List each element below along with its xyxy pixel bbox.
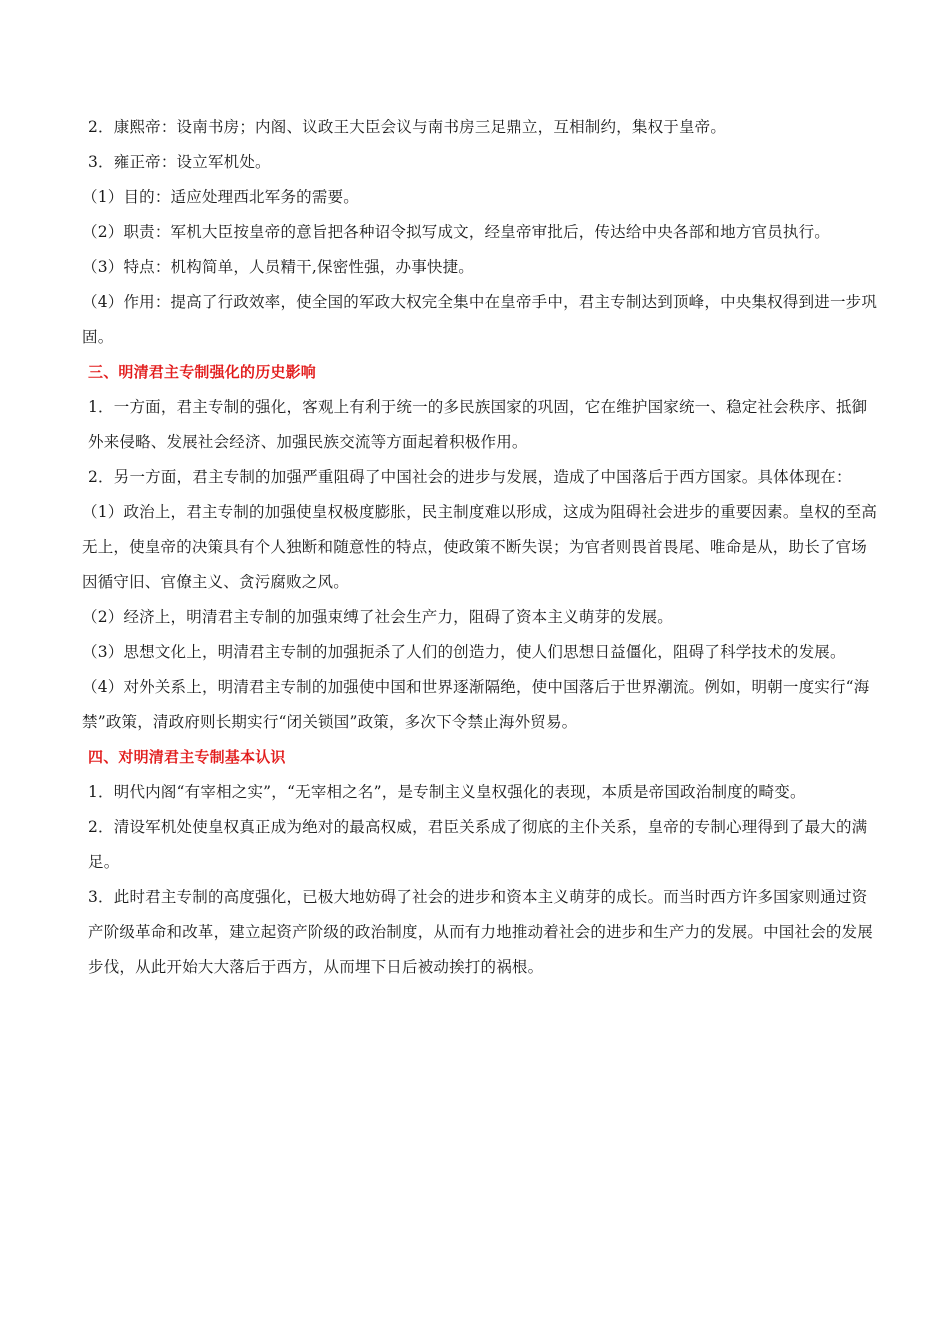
paragraph-purpose: （1）目的：适应处理西北军务的需要。 [82, 188, 359, 206]
paragraph-positive-impact: 1．一方面，君主专制的强化，客观上有利于统一的多民族国家的巩固，它在维护国家统一、稳定社会秩序、抵御外来侵略、发展社会经济、加强民族交流等方面起着积极作用。 [88, 398, 868, 451]
section-heading-historical-impact: 三、明清君主专制强化的历史影响 [88, 363, 317, 381]
paragraph-yongzheng: 3．雍正帝：设立军机处。 [88, 153, 271, 171]
paragraph-political: （1）政治上，君主专制的加强使皇权极度膨胀，民主制度难以形成，这成为阻碍社会进步的重要因素。皇权的至高无上，使皇帝的决策具有个人独断和随意性的特点，使政策不断失误；为官者则畏首畏尾、唯命是从，助长了官场因循守旧、官僚主义、贪污腐败之风。 [82, 503, 878, 591]
paragraph-negative-impact: 2．另一方面，君主专制的加强严重阻碍了中国社会的进步与发展，造成了中国落后于西方国家。具体体现在： [88, 468, 852, 486]
paragraph-kangxi: 2．康熙帝：设南书房；内阁、议政王大臣会议与南书房三足鼎立，互相制约，集权于皇帝。 [88, 118, 727, 136]
document-page [82, 110, 880, 985]
paragraph-duty: （2）职责：军机大臣按皇帝的意旨把各种诏令拟写成文，经皇帝审批后，传达给中央各部和地方官员执行。 [82, 223, 830, 241]
paragraph-grand-council: 2．清设军机处使皇权真正成为绝对的最高权威，君臣关系成了彻底的主仆关系，皇帝的专制心理得到了最大的满足。 [88, 818, 868, 871]
paragraph-culture: （3）思想文化上，明清君主专制的加强扼杀了人们的创造力，使人们思想日益僵化，阻碍了科学技术的发展。 [82, 643, 846, 661]
section-heading-basic-understanding: 四、对明清君主专制基本认识 [88, 748, 286, 766]
paragraph-feature: （3）特点：机构简单，人员精干,保密性强，办事快捷。 [82, 258, 474, 276]
paragraph-effect: （4）作用：提高了行政效率，使全国的军政大权完全集中在皇帝手中，君主专制达到顶峰，中央集权得到进一步巩固。 [82, 293, 878, 346]
paragraph-economic: （2）经济上，明清君主专制的加强束缚了社会生产力，阻碍了资本主义萌芽的发展。 [82, 608, 673, 626]
paragraph-cabinet: 1．明代内阁“有宰相之实”，“无宰相之名”，是专制主义皇权强化的表现，本质是帝国政治制度的畸变。 [88, 783, 806, 801]
paragraph-foreign-relations: （4）对外关系上，明清君主专制的加强使中国和世界逐渐隔绝，使中国落后于世界潮流。例如，明朝一度实行“海禁”政策，清政府则长期实行“闭关锁国”政策，多次下令禁止海外贸易。 [82, 678, 870, 731]
paragraph-falling-behind: 3．此时君主专制的高度强化，已极大地妨碍了社会的进步和资本主义萌芽的成长。而当时西方许多国家则通过资产阶级革命和改革，建立起资产阶级的政治制度，从而有力地推动着社会的进步和生产力的发展。中国社会的发展步伐，从此开始大大落后于西方，从而埋下日后被动挨打的祸根。 [88, 888, 874, 976]
